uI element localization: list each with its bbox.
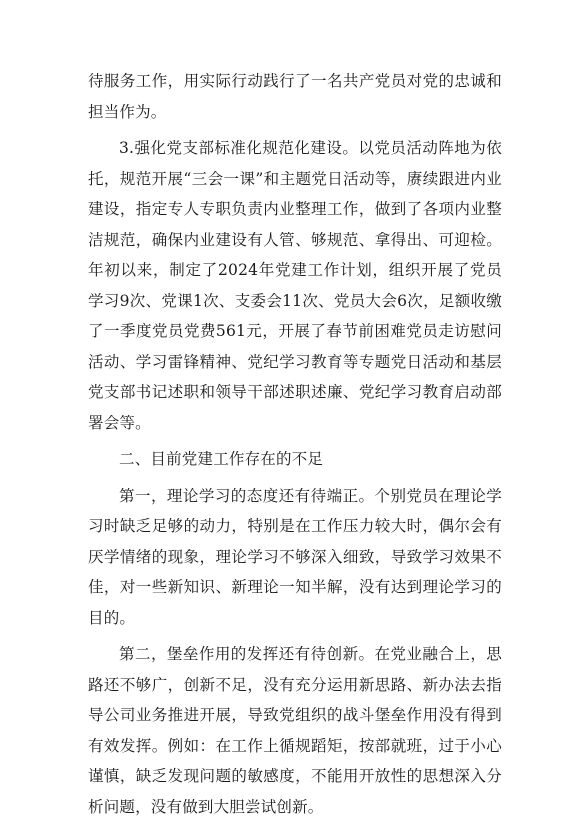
document-page <box>88 66 502 828</box>
paragraph-continuation: 待服务工作，用实际行动践行了一名共产党员对党的忠诚和担当作为。 <box>88 72 502 121</box>
section-heading-shortcomings: 二、目前党建工作存在的不足 <box>119 450 324 468</box>
paragraph-fortress-role: 第二，堡垒作用的发挥还有待创新。在党业融合上，思路还不够广，创新不足，没有充分运用新思路、新办法去指导公司业务推进开展，导致党组织的战斗堡垒作用没有得到有效发挥。例如：在工作上循规蹈矩，按部就班，过于小心谨慎，缺乏发现问题的敏感度，不能用开放性的思想深入分析问题，没有做到大胆尝试创新。 <box>88 645 502 816</box>
paragraph-standardization: 3.强化党支部标准化规范化建设。以党员活动阵地为依托，规范开展“三会一课”和主题党日活动等，赓续跟进内业建设，指定专人专职负责内业整理工作，做到了各项内业整洁规范，确保内业建设有人管、够规范、拿得出、可迎检。年初以来，制定了2024年党建工作计划，组织开展了党员学习9次、党课1次、支委会11次、党员大会6次，足额收缴了一季度党员党费561元，开展了春节前困难党员走访慰问活动、学习雷锋精神、党纪学习教育等专题党日活动和基层党支部书记述职和领导干部述职述廉、党纪学习教育启动部署会等。 <box>88 139 502 432</box>
paragraph-theory-study: 第一，理论学习的态度还有待端正。个别党员在理论学习时缺乏足够的动力，特别是在工作压力较大时，偶尔会有厌学情绪的现象，理论学习不够深入细致，导致学习效果不佳，对一些新知识、新理论一知半解，没有达到理论学习的目的。 <box>88 486 502 627</box>
